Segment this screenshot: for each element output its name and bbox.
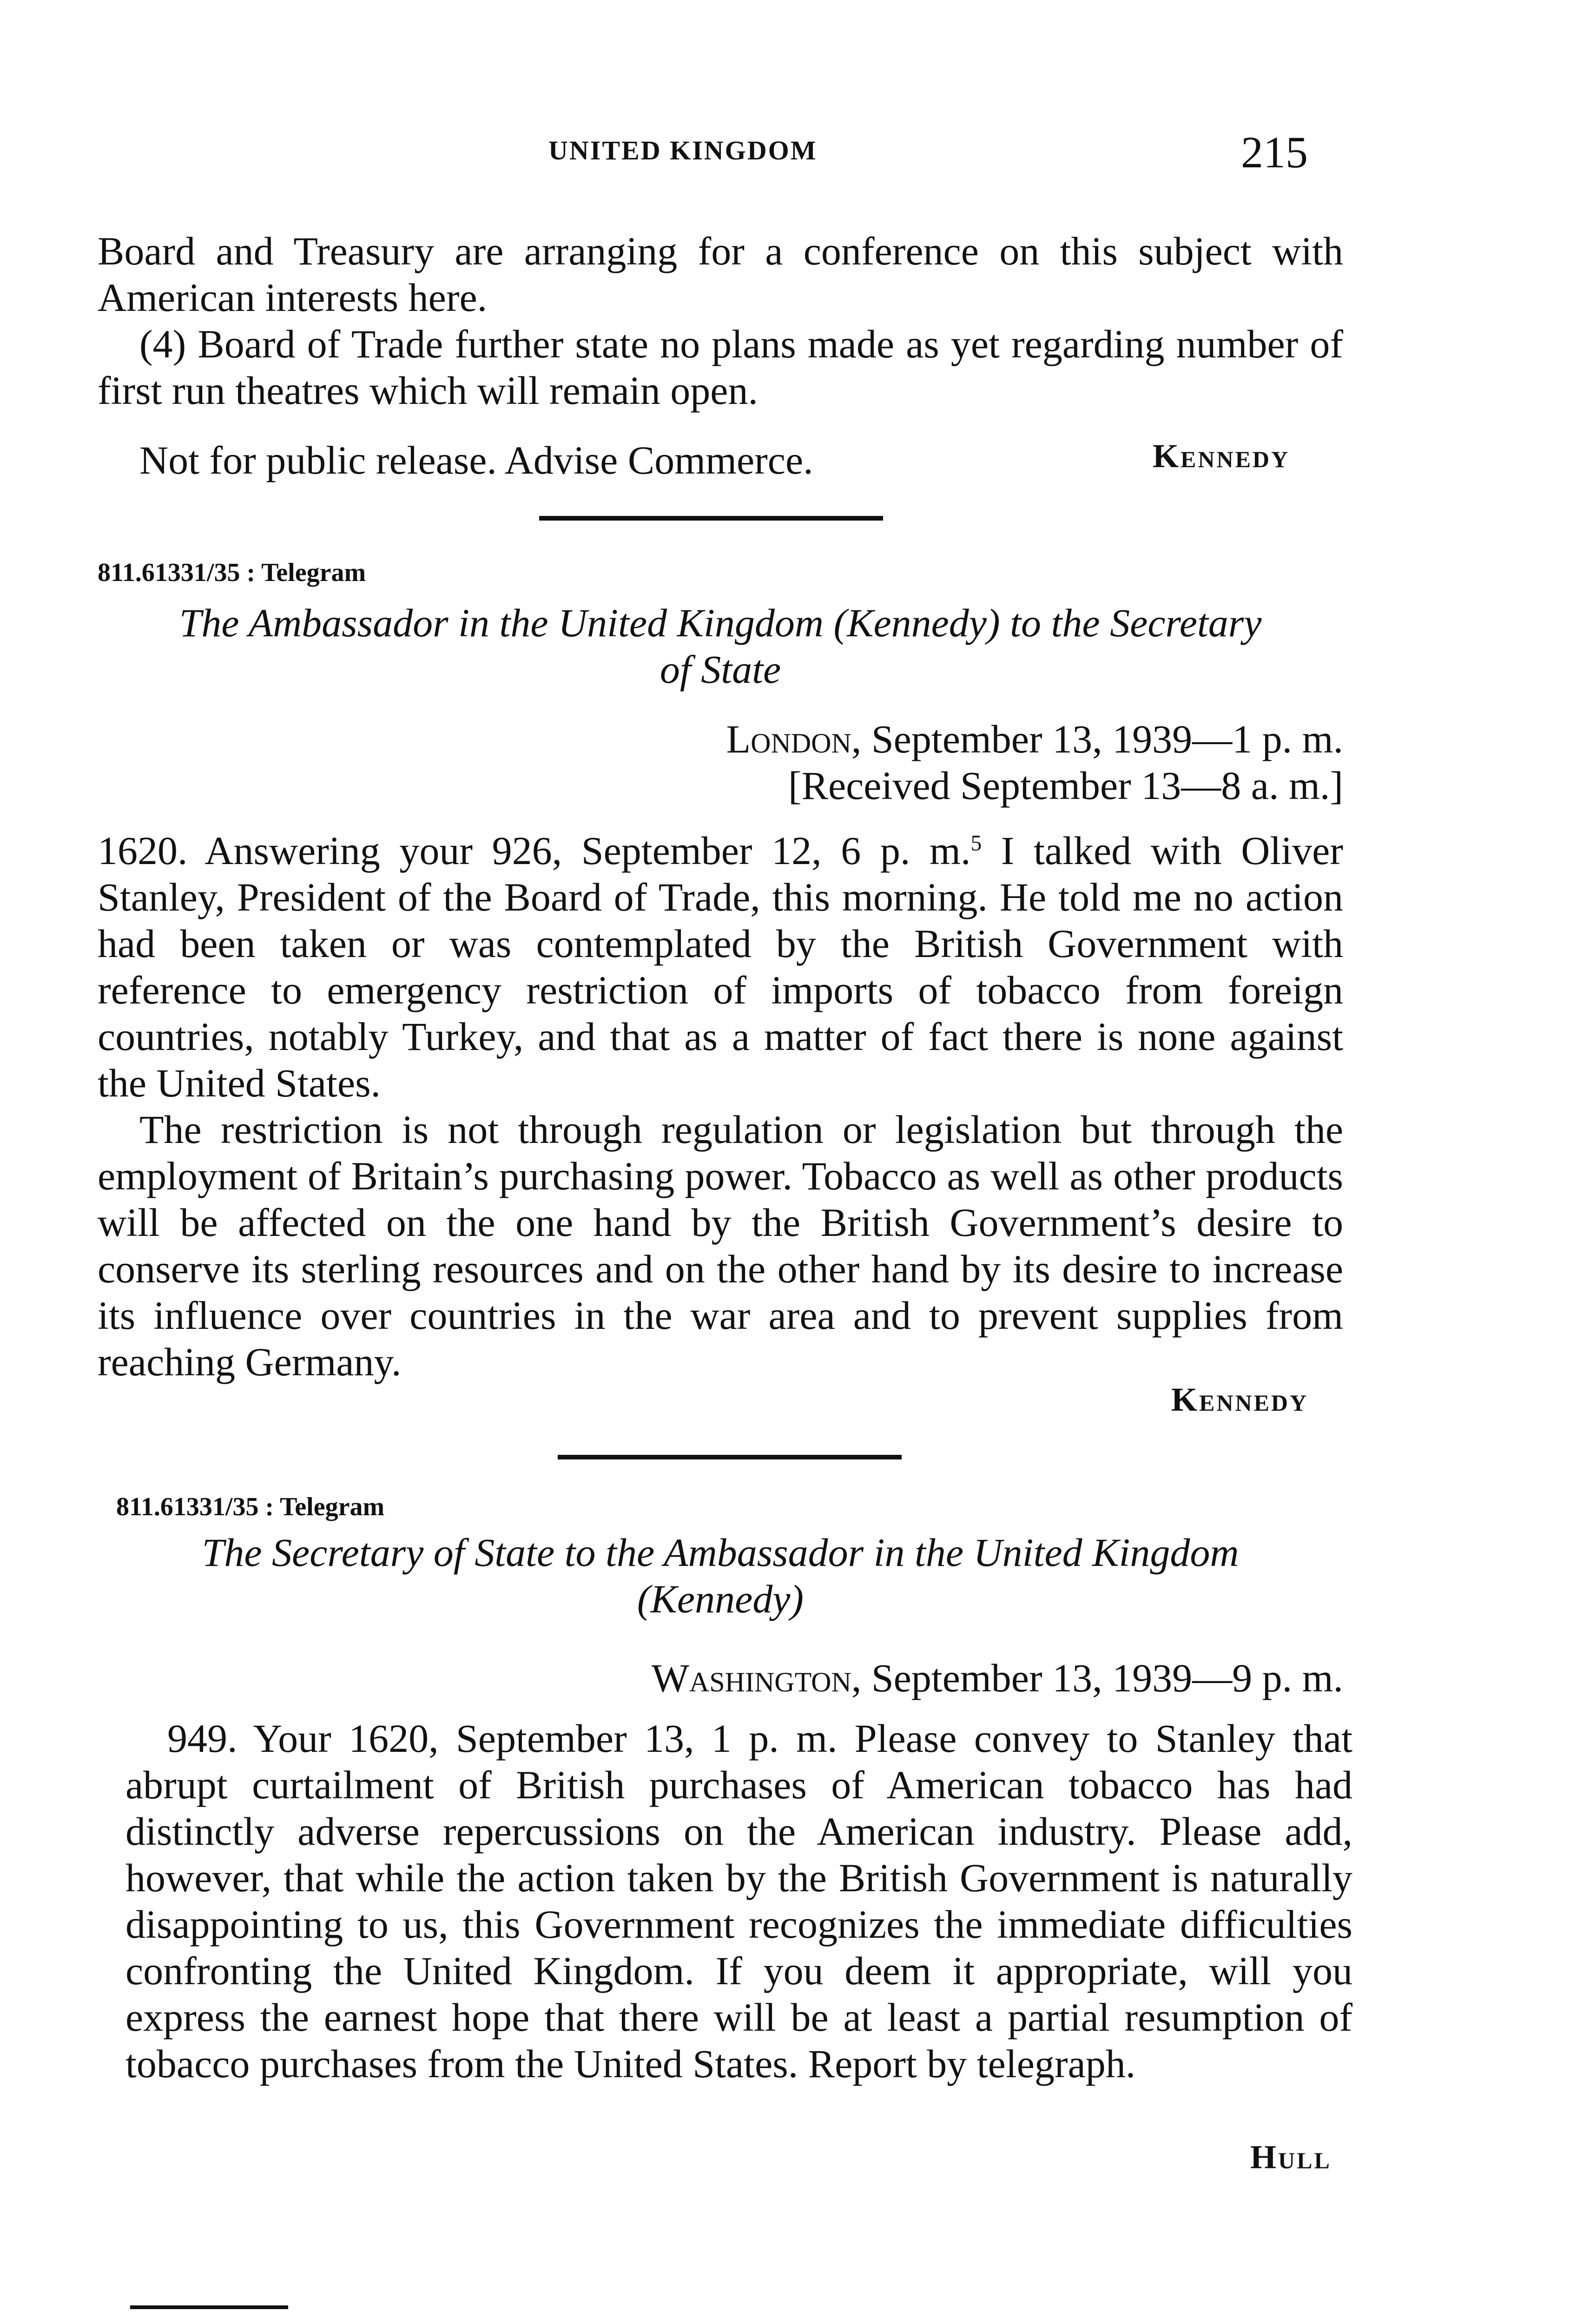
telegram-paragraph — [98, 827, 1343, 1106]
telegram-paragraph: 949. Your 1620, September 13, 1 p. m. Please convey to Stanley that abrupt curtailment of British purchases of American tobacco has had distinctly adverse repercussions on the American industry. Please add, however, that while the action taken by the British Government is naturally disappointing to us, this Government recognizes the immediate difficulties confronting the United Kingdom. If you deem it appropriate, will you express the earnest hope that there will be at least a partial resumption of tobacco purchases from the United States. Report by telegraph. — [125, 1716, 1352, 2086]
continuation-paragraph: (4) Board of Trade further state no plans made as yet regarding number of first run theatres which will remain open. — [98, 322, 1343, 413]
signature: Kennedy — [1171, 1381, 1309, 1418]
running-head: UNITED KINGDOM — [548, 135, 818, 165]
dateline-place: Washington — [651, 1656, 851, 1700]
heading-line: The Ambassador in the United Kingdom (Kennedy) to the Secretary — [179, 601, 1262, 645]
dateline-time: , September 13, 1939—1 p. m. — [851, 717, 1343, 761]
dateline-main — [98, 1655, 1343, 1701]
telegram-paragraph: The restriction is not through regulation or legislation but through the employment of Britain’s purchasing power. Tobacco as well as other products will be affected on the one hand by the British Government’s desire to conserve its sterling resources and on the other hand by its desire to increase its influence over countries in the war area and to prevent supplies from reaching Germany. — [98, 1107, 1343, 1384]
dateline — [98, 1655, 1343, 1701]
document-heading — [98, 1529, 1343, 1622]
signature: Hull — [1250, 2139, 1332, 2176]
section-divider — [558, 1455, 902, 1459]
file-reference: 811.61331/35 : Telegram — [98, 558, 366, 587]
continuation-paragraph: Not for public release. Advise Commerce. — [139, 438, 813, 482]
section-divider — [539, 516, 883, 521]
paragraph-continuation: I talked with Oliver Stanley, President of the Board of Trade, this morning. He told me no action had been taken or was contemplated by the British Government with reference to emergency restriction of imports of tobacco from foreign countries, notably Turkey, and that as a matter of fact there is none against the United States. — [98, 828, 1343, 1105]
page-number: 215 — [1241, 127, 1308, 177]
footnote-divider — [130, 2305, 288, 2309]
received-line: [Received September 13—8 a. m.] — [788, 763, 1343, 808]
dateline-place: London — [726, 717, 851, 761]
document-heading — [98, 600, 1343, 693]
signature: Kennedy — [1153, 437, 1290, 475]
dateline-main — [98, 716, 1343, 762]
telegram-body — [98, 827, 1343, 1385]
telegram-body — [125, 1715, 1352, 2087]
heading-line: (Kennedy) — [637, 1577, 804, 1621]
heading-line: The Secretary of State to the Ambassador in the United Kingdom — [202, 1530, 1239, 1575]
file-reference: 811.61331/35 : Telegram — [116, 1492, 385, 1521]
continuation-paragraph: Board and Treasury are arranging for a conference on this subject with American interests here. — [98, 229, 1343, 320]
dateline — [98, 716, 1343, 809]
dateline-time: , September 13, 1939—9 p. m. — [851, 1656, 1343, 1700]
paragraph-opening: 1620. Answering your 926, September 12, 6 p. m. — [98, 828, 971, 873]
heading-line: of State — [660, 647, 781, 692]
footnote-reference: 5 — [970, 831, 982, 856]
